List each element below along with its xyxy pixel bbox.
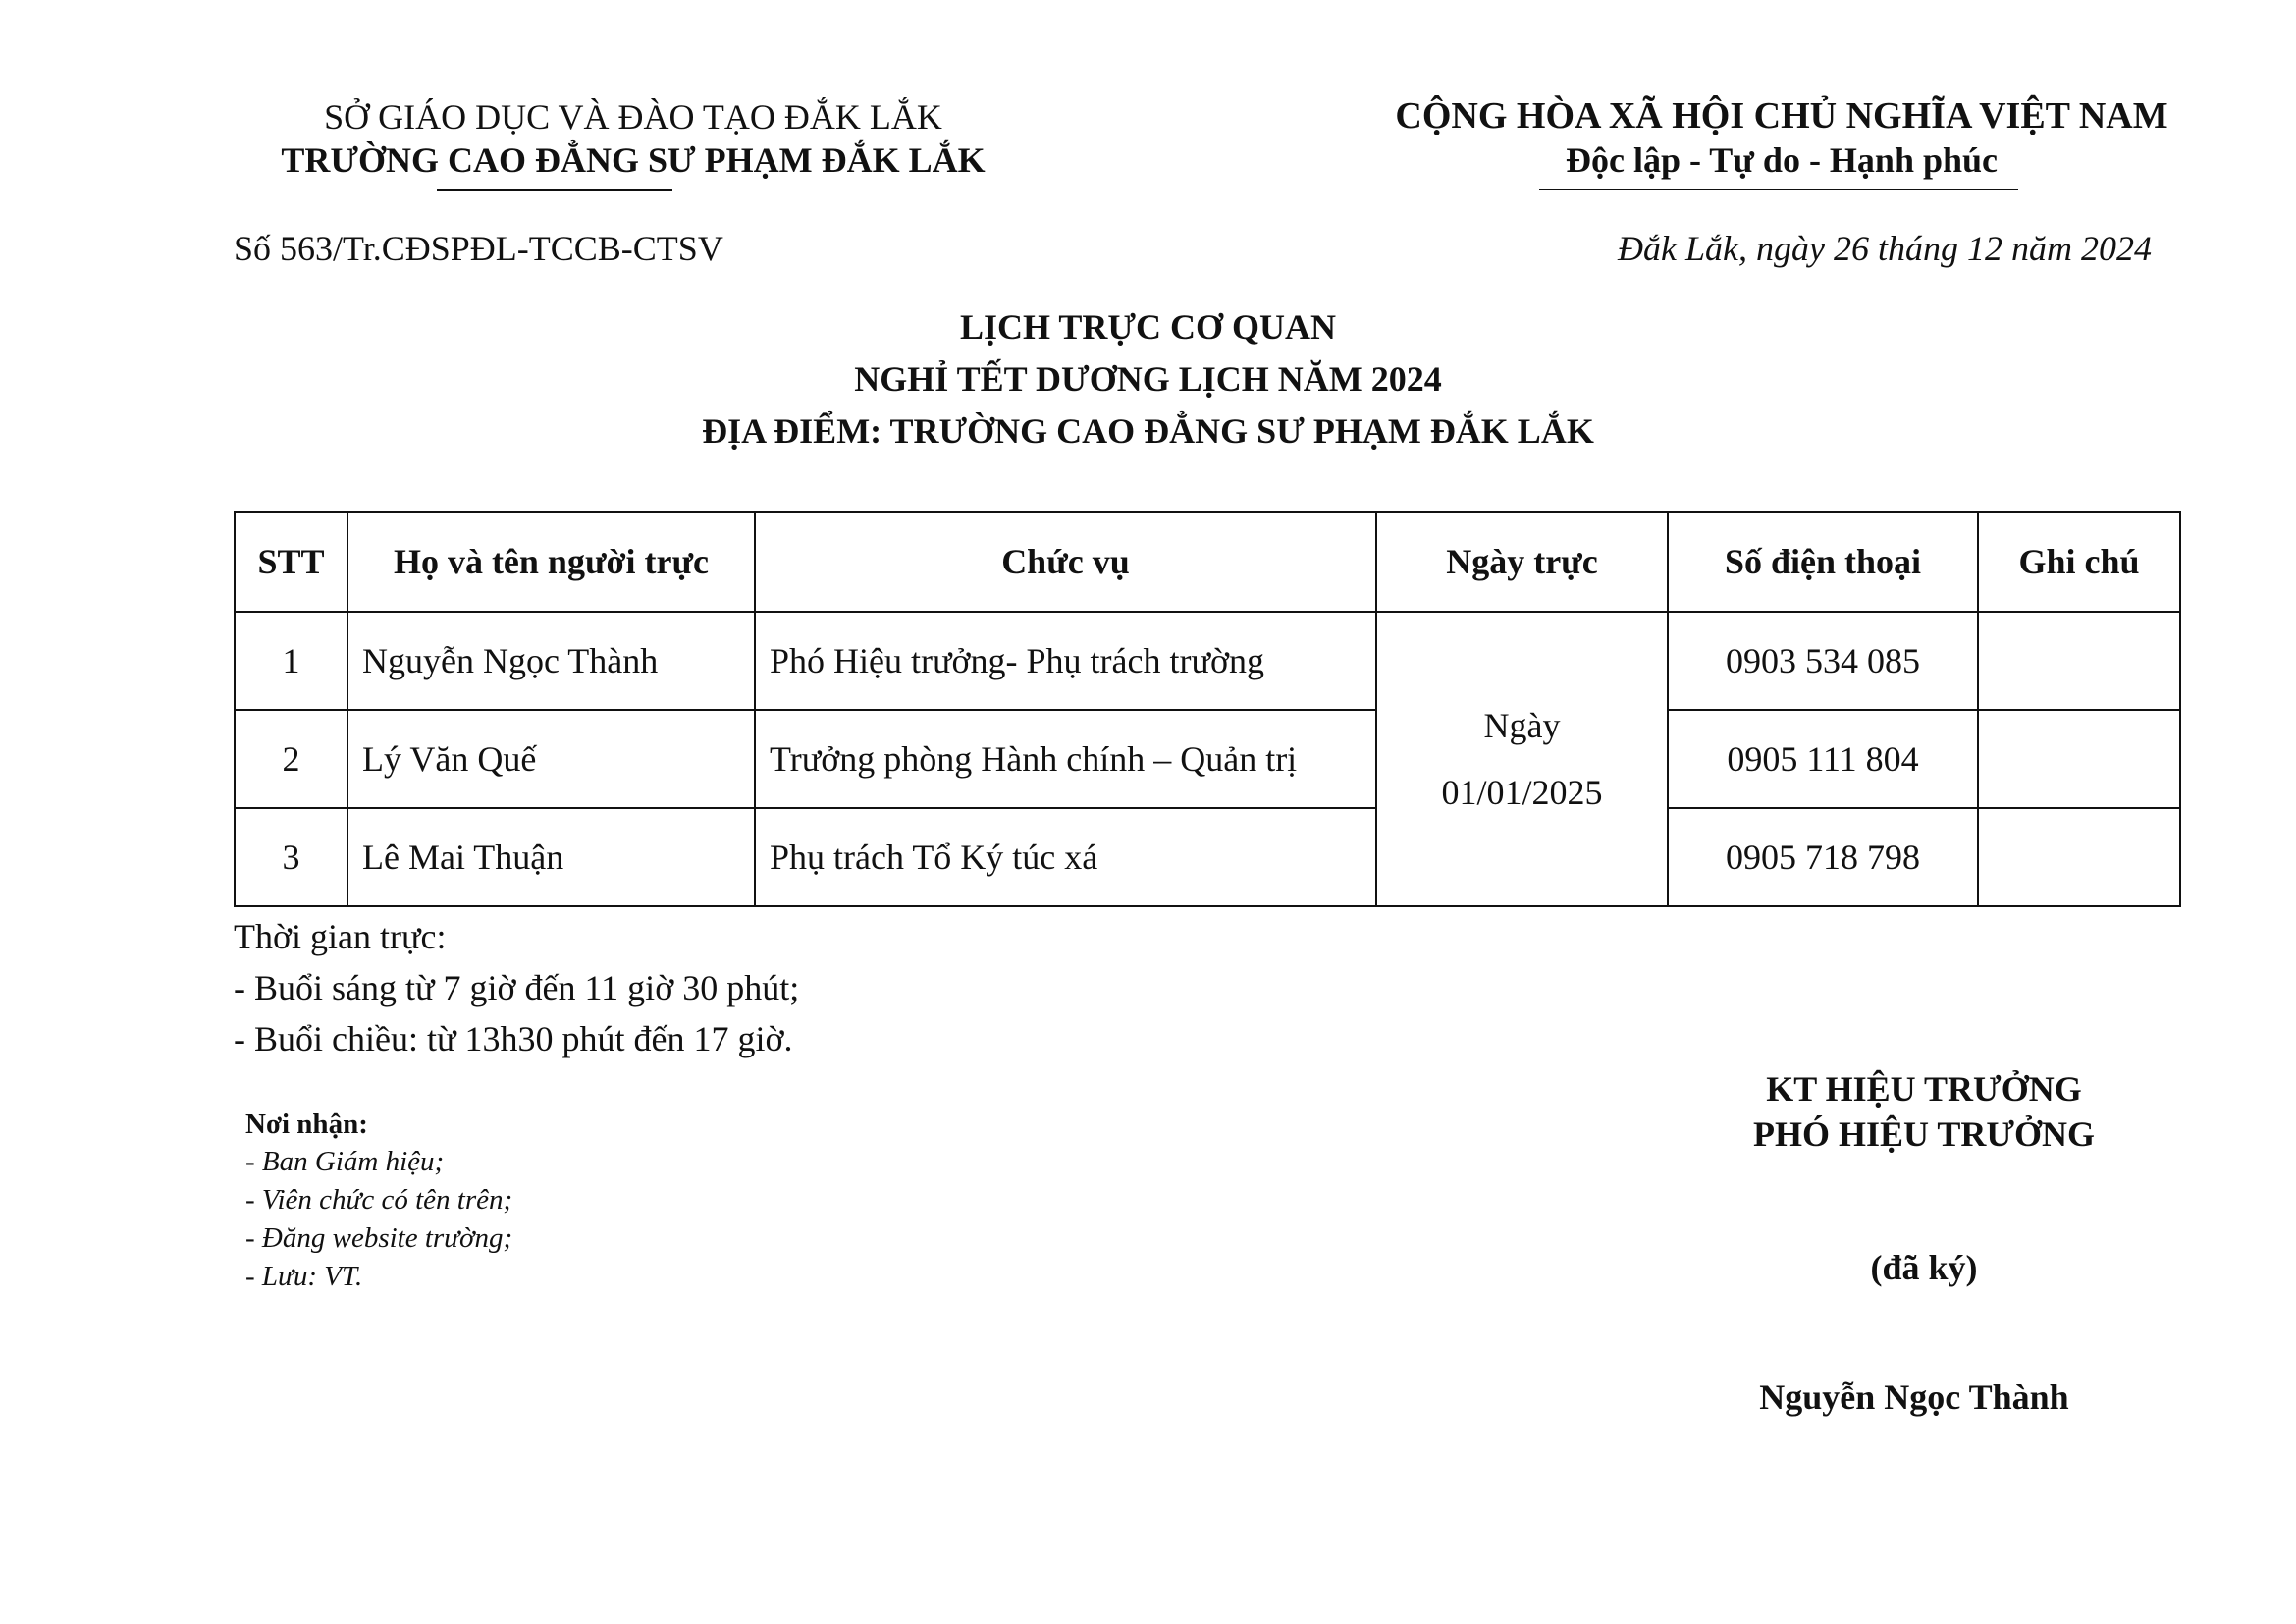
table-row — [235, 710, 2180, 808]
schedule-morning: - Buổi sáng từ 7 giờ đến 11 giờ 30 phút; — [234, 968, 800, 1007]
table-row — [235, 612, 2180, 710]
motto-underline — [1539, 189, 2018, 190]
recipient-item: - Đăng website trường; — [245, 1222, 513, 1254]
row-phone: 0903 534 085 — [1668, 612, 1978, 710]
row-stt: 1 — [235, 612, 347, 710]
duty-date-value: 01/01/2025 — [1441, 773, 1603, 812]
header-duty-date: Ngày trực — [1376, 512, 1668, 612]
signature-title-1: KT HIỆU TRƯỞNG — [1766, 1069, 2082, 1109]
title-line-3: ĐỊA ĐIỂM: TRƯỜNG CAO ĐẲNG SƯ PHẠM ĐẮK LẮK — [702, 411, 1594, 451]
row-note — [1978, 710, 2180, 808]
duty-date-cell — [1376, 612, 1668, 906]
title-line-1: LỊCH TRỰC CƠ QUAN — [959, 307, 1337, 347]
row-name: Nguyễn Ngọc Thành — [347, 612, 755, 710]
header-name: Họ và tên người trực — [347, 512, 755, 612]
row-phone: 0905 111 804 — [1668, 710, 1978, 808]
school-name-underline — [437, 189, 672, 191]
school-name: TRƯỜNG CAO ĐẲNG SƯ PHẠM ĐẮK LẮK — [281, 140, 986, 180]
recipients-label: Nơi nhận: — [245, 1109, 368, 1140]
table-header-row — [235, 512, 2180, 612]
row-note — [1978, 612, 2180, 710]
signer-name: Nguyễn Ngọc Thành — [1759, 1378, 2069, 1417]
row-note — [1978, 808, 2180, 906]
signed-note: (đã ký) — [1870, 1248, 1978, 1287]
header-position: Chức vụ — [755, 512, 1376, 612]
row-position: Trưởng phòng Hành chính – Quản trị — [755, 710, 1376, 808]
ministry-name: SỞ GIÁO DỤC VÀ ĐÀO TẠO ĐẮK LẮK — [324, 97, 942, 136]
duty-date-label: Ngày — [1483, 706, 1561, 745]
row-name: Lý Văn Quế — [347, 710, 755, 808]
header-note: Ghi chú — [1978, 512, 2180, 612]
place-date: Đắk Lắk, ngày 26 tháng 12 năm 2024 — [1618, 229, 2152, 268]
duty-schedule-table — [234, 511, 2181, 907]
country-name: CỘNG HÒA XÃ HỘI CHỦ NGHĨA VIỆT NAM — [1395, 95, 2168, 136]
row-position: Phụ trách Tổ Ký túc xá — [755, 808, 1376, 906]
row-name: Lê Mai Thuận — [347, 808, 755, 906]
motto: Độc lập - Tự do - Hạnh phúc — [1565, 140, 1999, 180]
row-phone: 0905 718 798 — [1668, 808, 1978, 906]
header-phone: Số điện thoại — [1668, 512, 1978, 612]
schedule-afternoon: - Buổi chiều: từ 13h30 phút đến 17 giờ. — [234, 1019, 793, 1058]
row-position: Phó Hiệu trưởng- Phụ trách trường — [755, 612, 1376, 710]
row-stt: 3 — [235, 808, 347, 906]
recipient-item: - Lưu: VT. — [245, 1261, 363, 1292]
recipient-item: - Ban Giám hiệu; — [245, 1146, 445, 1177]
schedule-label: Thời gian trực: — [234, 917, 447, 956]
table-row — [235, 808, 2180, 906]
title-line-2: NGHỈ TẾT DƯƠNG LỊCH NĂM 2024 — [854, 359, 1442, 399]
document-number: Số 563/Tr.CĐSPĐL-TCCB-CTSV — [234, 229, 723, 268]
recipient-item: - Viên chức có tên trên; — [245, 1184, 513, 1216]
header-stt: STT — [235, 512, 347, 612]
signature-title-2: PHÓ HIỆU TRƯỞNG — [1752, 1114, 2096, 1154]
row-stt: 2 — [235, 710, 347, 808]
